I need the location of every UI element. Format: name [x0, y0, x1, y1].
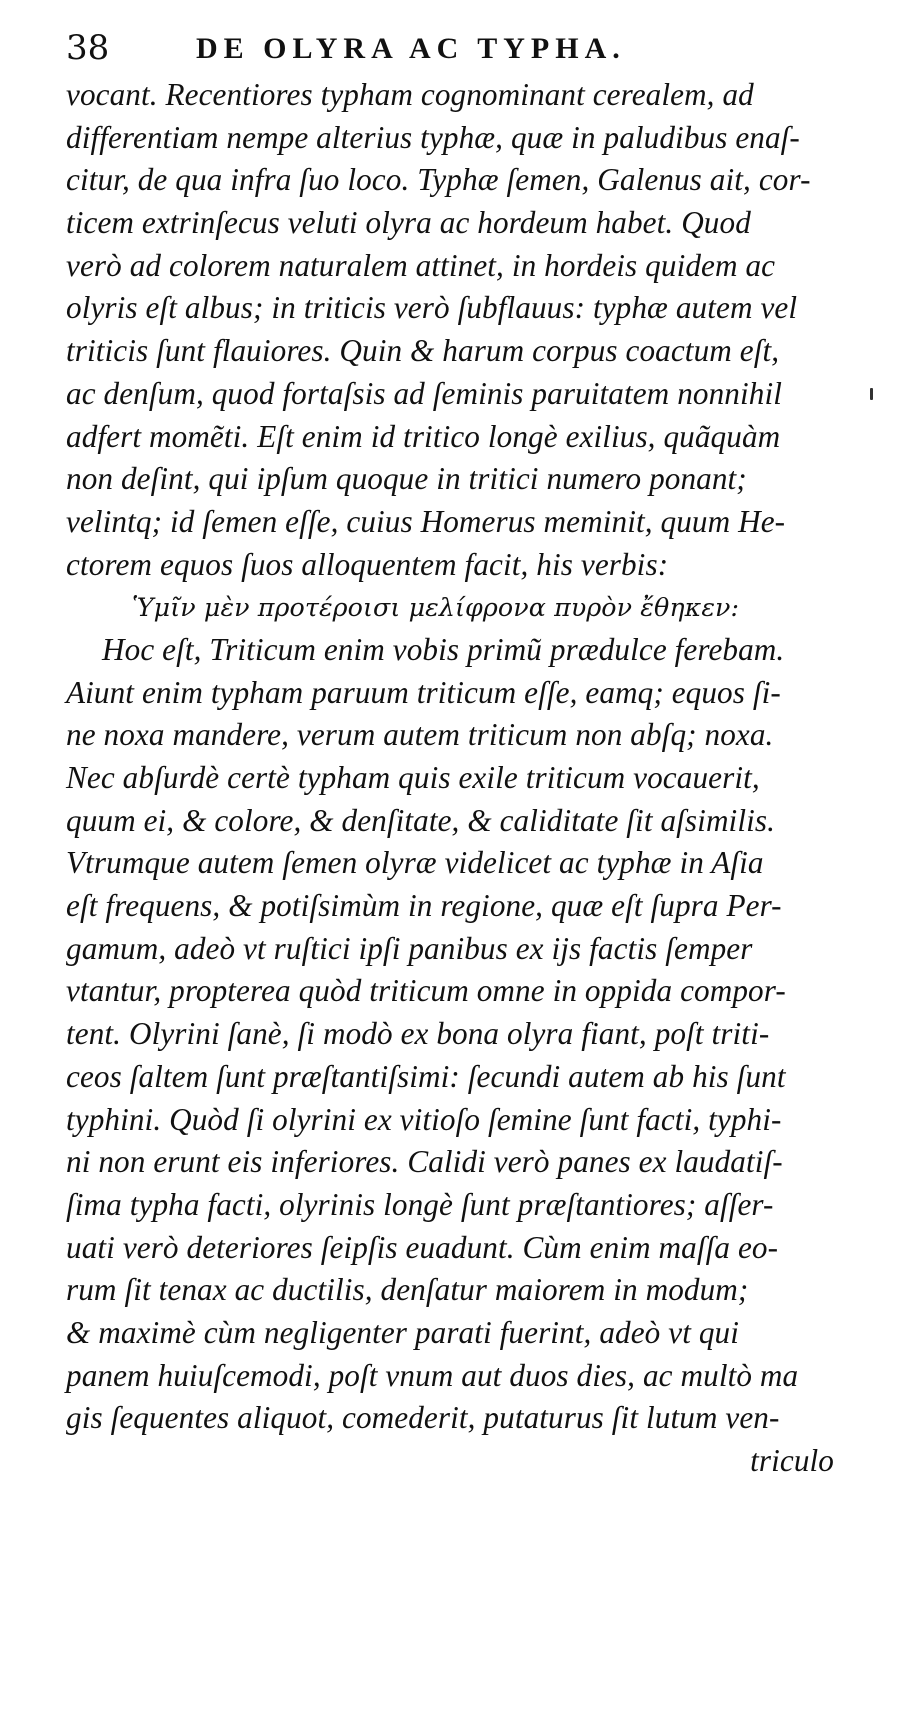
text-line: olyris eſt albus; in triticis verò ſubflauus: typhæ autem vel	[66, 290, 798, 326]
text-line: non deſint, qui ipſum quoque in tritici numero ponant;	[66, 461, 747, 497]
text-line: ceos ſaltem ſunt præſtantiſsimi: ſecundi autem ab his ſunt	[66, 1058, 786, 1094]
running-title: DE OLYRA AC TYPHA.	[196, 32, 626, 65]
text-line: ſima typha facti, olyrinis longè ſunt præſtantiores; aſſer-	[66, 1186, 774, 1222]
text-line: ctorem equos ſuos alloquentem facit, his verbis:	[66, 546, 669, 582]
text-line: & maximè cùm negligenter parati fuerint, adeò vt qui	[66, 1314, 740, 1350]
text-line: ac denſum, quod fortaſsis ad ſeminis paruitatem nonnihil	[66, 375, 782, 411]
text-line: gis ſequentes aliquot, comederit, putaturus ſit lutum ven-	[66, 1400, 780, 1436]
text-line: Vtrumque autem ſemen olyræ videlicet ac typhæ in Aſia	[66, 845, 764, 881]
text-line: Hoc eſt, Triticum enim vobis primũ prædulce ferebam.	[102, 631, 785, 667]
text-line: eſt frequens, & potiſsimùm in regione, quæ eſt ſupra Per-	[66, 888, 782, 924]
text-line: differentiam nempe alterius typhæ, quæ in paludibus enaſ-	[66, 119, 800, 155]
text-line: gamum, adeò vt ruſtici ipſi panibus ex ijs factis ſemper	[66, 930, 753, 966]
text-line: rum ſit tenax ac ductilis, denſatur maiorem in modum;	[66, 1272, 749, 1308]
text-line: uati verò deteriores ſeipſis euadunt. Cùm enim maſſa eo-	[66, 1229, 779, 1265]
text-line: panem huiuſcemodi, poſt vnum aut duos dies, ac multò ma	[66, 1357, 799, 1393]
greek-quotation: Ὑμῖν μὲν προτέροισι μελίφρονα πυρὸν ἔθηκεν:	[132, 592, 740, 623]
text-line: vtantur, propterea quòd triticum omne in oppida compor-	[66, 973, 786, 1009]
page-header	[66, 30, 846, 66]
text-line: ne noxa mandere, verum autem triticum non abſq; noxa.	[66, 717, 774, 753]
page-number: 38	[66, 28, 110, 68]
text-line: quum ei, & colore, & denſitate, & caliditate ſit aſsimilis.	[66, 802, 775, 838]
text-line: vocant. Recentiores typham cognominant cerealem, ad	[66, 77, 754, 112]
text-line: Nec abſurdè certè typham quis exile triticum vocauerit,	[66, 760, 760, 795]
text-line: citur, de qua infra ſuo loco. Typhæ ſemen, Galenus ait, cor-	[66, 162, 811, 198]
text-line: typhini. Quòd ſi olyrini ex vitioſo ſemine ſunt facti, typhi-	[66, 1101, 782, 1137]
text-line: tent. Olyrini ſanè, ſi modò ex bona olyra fiant, poſt triti-	[66, 1016, 770, 1052]
catchword: triculo	[750, 1443, 834, 1478]
text-line: ticem extrinſecus veluti olyra ac hordeum habet. Quod	[66, 205, 751, 241]
text-line: adfert momẽti. Eſt enim id tritico longè exilius, quãquàm	[66, 418, 781, 454]
body-text	[66, 74, 856, 1483]
text-line: ni non erunt eis inferiores. Calidi verò panes ex laudatiſ-	[66, 1144, 783, 1180]
text-line: velintq; id ſemen eſſe, cuius Homerus meminit, quum He-	[66, 503, 786, 539]
ink-mark	[870, 388, 873, 400]
text-line: triticis ſunt flauiores. Quin & harum corpus coactum eſt,	[66, 333, 780, 369]
text-line: Aiunt enim typham paruum triticum eſſe, eamq; equos ſi-	[66, 674, 781, 710]
text-line: verò ad colorem naturalem attinet, in hordeis quidem ac	[66, 247, 776, 283]
